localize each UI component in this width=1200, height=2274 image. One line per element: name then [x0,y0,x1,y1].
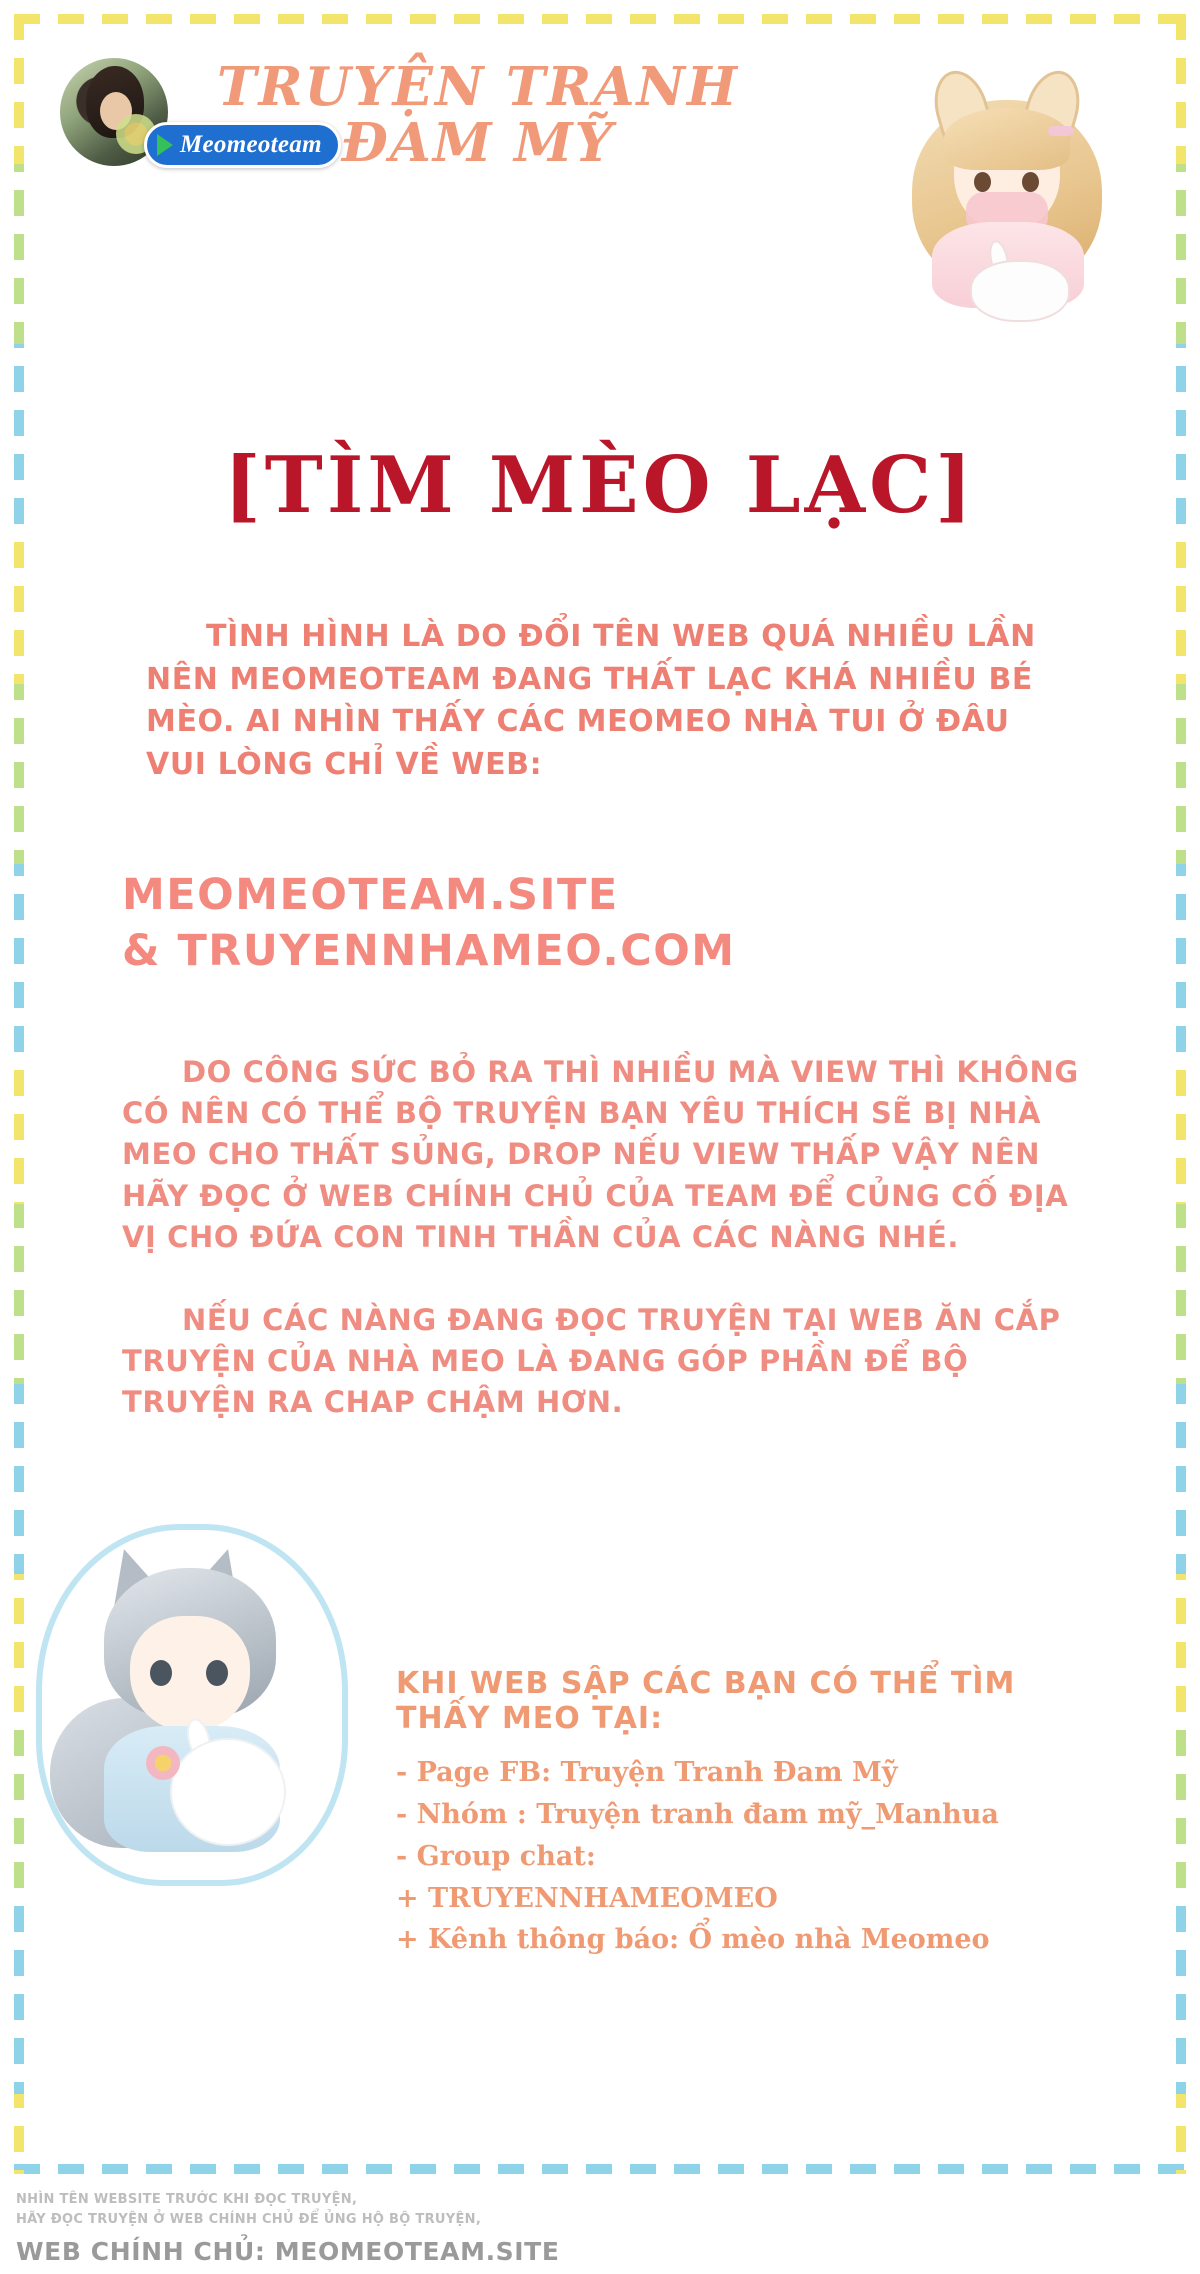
wolf-boy-eye-left [150,1660,172,1686]
brand-badge [144,122,341,168]
dashed-border-bottom [14,2164,1186,2174]
dashed-border-top [14,14,1186,24]
contact-block [396,1666,1096,1961]
official-website-secondary: & TRUYENNHAMEO.COM [122,925,736,976]
wolf-boy-plush-toy [170,1738,286,1846]
footer-note-1: NHÌN TÊN WEBSITE TRƯỚC KHI ĐỌC TRUYỆN, [16,2192,358,2207]
girl-eye-left [974,172,991,192]
brand-badge-label: Meomeoteam [180,131,322,158]
dashed-border-left [14,14,24,2174]
footer-official-site: WEB CHÍNH CHỦ: MEOMEOTEAM.SITE [16,2237,560,2266]
girl-hairclip [1048,126,1074,136]
list-item: - Nhóm : Truyện tranh đam mỹ_Manhua [396,1798,999,1830]
wolf-boy-face [130,1616,250,1732]
wolf-boy-illustration [42,1530,342,1890]
site-title-line-1: TRUYỆN TRANH [217,56,739,118]
official-website-primary: MEOMEOTEAM.SITE [122,870,619,920]
contact-block-title: KHI WEB SẬP CÁC BẠN CÓ THỂ TÌM THẤY MEO TẠI: [396,1666,1016,1736]
announcement-paragraph-3: NẾU CÁC NÀNG ĐANG ĐỌC TRUYỆN TẠI WEB ĂN CẮP TRUYỆN CỦA NHÀ MEO LÀ ĐANG GÓP PHẦN ĐỂ BỘ TRUYỆN RA CHAP CHẬM HƠN. [122,1303,1061,1420]
wolf-boy-flower [146,1746,180,1780]
announcement-paragraph-2: DO CÔNG SỨC BỎ RA THÌ NHIỀU MÀ VIEW THÌ KHÔNG CÓ NÊN CÓ THỂ BỘ TRUYỆN BẠN YÊU THÍCH SẼ BỊ NHÀ MEO CHO THẤT SỦNG, DROP NẾU VIEW THẤP VẬY NÊN HÃY ĐỌC Ở WEB CHÍNH CHỦ CỦA TEAM ĐỂ CỦNG CỐ ĐỊA VỊ CHO ĐỨA CON TINH THẦN CỦA CÁC NÀNG NHÉ. [122,1055,1079,1254]
announcement-paragraph-1: TÌNH HÌNH LÀ DO ĐỔI TÊN WEB QUÁ NHIỀU LẦN NÊN MEOMEOTEAM ĐANG THẤT LẠC KHÁ NHIỀU BÉ MÈO. AI NHÌN THẤY CÁC MEOMEO NHÀ TUI Ở ĐÂU VUI LÒNG CHỈ VỀ WEB: [146,619,1036,782]
wolf-boy-eye-right [206,1660,228,1686]
site-title-line-2: ĐAM MỸ [341,111,615,174]
girl-character-illustration [898,64,1118,322]
girl-fringe [944,108,1070,170]
list-item: + Kênh thông báo: Ổ mèo nhà Meomeo [396,1924,990,1956]
list-item: - Group chat: [396,1840,596,1872]
footer-note-2: HÃY ĐỌC TRUYỆN Ở WEB CHÍNH CHỦ ĐỂ ỦNG HỘ BỘ TRUYỆN, [16,2211,482,2227]
footer [16,2190,1116,2266]
list-item: - Page FB: Truyện Tranh Đam Mỹ [396,1757,898,1788]
girl-eye-right [1022,172,1039,192]
play-triangle-icon [157,134,173,156]
dashed-border-right [1176,14,1186,2174]
girl-plush-bunny [970,260,1070,322]
page-title: [TÌM MÈO LẠC] [223,440,977,531]
official-website-block [122,868,1082,980]
list-item: + TRUYENNHAMEOMEO [396,1882,778,1914]
header [40,36,1160,276]
